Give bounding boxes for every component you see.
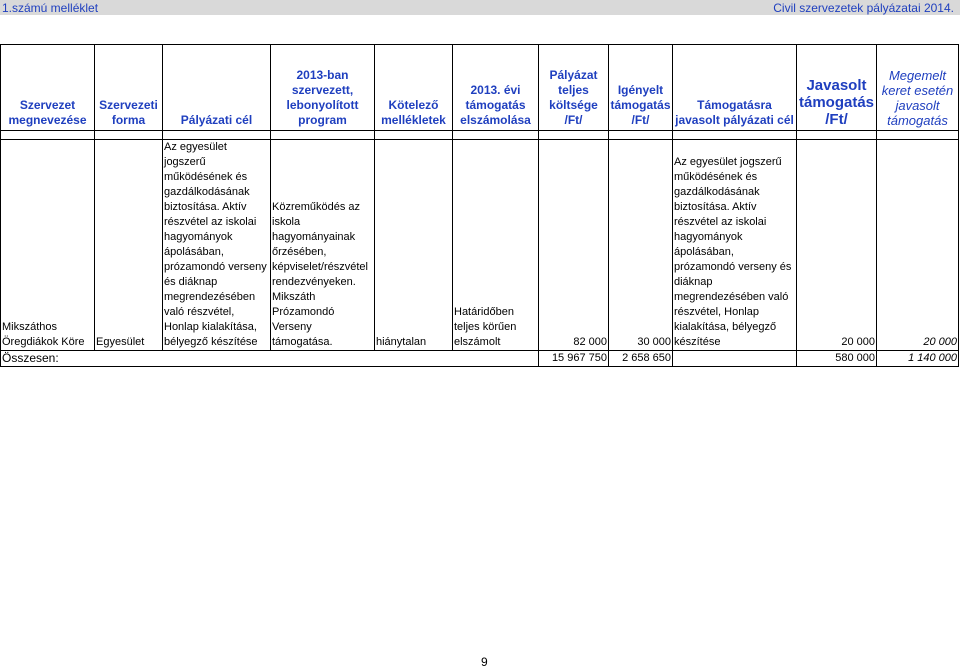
cell-settlement: Határidőben teljes körűen elszámolt bbox=[453, 140, 539, 351]
col-header-settlement: 2013. évi támogatás elszámolása bbox=[453, 45, 539, 131]
totals-label: Összesen: bbox=[1, 351, 539, 367]
col-header-form: Szervezeti forma bbox=[95, 45, 163, 131]
col-header-goal: Pályázati cél bbox=[163, 45, 271, 131]
col-header-attachments: Kötelező mellékletek bbox=[375, 45, 453, 131]
annex-label: 1.számú melléklet bbox=[2, 1, 99, 15]
totals-requested: 2 658 650 bbox=[609, 351, 673, 367]
cell-proposed-goal: Az egyesület jogszerű működésének és gazdálkodásának biztosítása. Aktív részvétel az iskolai hagyományok ápolásában, prózamondó verseny és diáknap megrendezésében való részvétel, Honlap kialakítása, bélyegző készítése bbox=[673, 140, 797, 351]
cell-total-cost: 82 000 bbox=[539, 140, 609, 351]
col-header-total-cost: Pályázat teljes költsége /Ft/ bbox=[539, 45, 609, 131]
totals-proposed: 580 000 bbox=[797, 351, 877, 367]
cell-goal: Az egyesület jogszerű működésének és gazdálkodásának biztosítása. Aktív részvétel az iskolai hagyományok ápolásában, prózamondó verseny és diáknap megrendezésében való részvétel, Honlap kialakítása, bélyegző készítése bbox=[163, 140, 271, 351]
totals-raised: 1 140 000 bbox=[877, 351, 959, 367]
totals-total-cost: 15 967 750 bbox=[539, 351, 609, 367]
cell-attachments: hiánytalan bbox=[375, 140, 453, 351]
col-header-proposed-goal: Támogatásra javasolt pályázati cél bbox=[673, 45, 797, 131]
document-title: Civil szervezetek pályázatai 2014. bbox=[773, 1, 954, 15]
page-number: 9 bbox=[481, 655, 488, 669]
cell-raised: 20 000 bbox=[877, 140, 959, 351]
col-header-proposed: Javasolt támogatás /Ft/ bbox=[797, 45, 877, 131]
cell-requested: 30 000 bbox=[609, 140, 673, 351]
cell-proposed: 20 000 bbox=[797, 140, 877, 351]
col-header-name: Szervezet megnevezése bbox=[1, 45, 95, 131]
table-row bbox=[1, 140, 959, 351]
spacer-row bbox=[1, 131, 959, 140]
col-header-raised: Megemelt keret esetén javasolt támogatás bbox=[877, 45, 959, 131]
cell-form: Egyesület bbox=[95, 140, 163, 351]
header-row bbox=[1, 45, 959, 131]
cell-program: Közreműködés az iskola hagyományainak őrzésében, képviselet/részvétel rendezvényeken. Mikszáth Prózamondó Verseny támogatása. bbox=[271, 140, 375, 351]
header-bar bbox=[0, 0, 960, 15]
cell-name: Mikszáthos Öregdiákok Köre bbox=[1, 140, 95, 351]
totals-row bbox=[1, 351, 959, 367]
col-header-program: 2013-ban szervezett, lebonyolított program bbox=[271, 45, 375, 131]
col-header-requested: Igényelt támogatás /Ft/ bbox=[609, 45, 673, 131]
grants-table bbox=[0, 44, 959, 367]
